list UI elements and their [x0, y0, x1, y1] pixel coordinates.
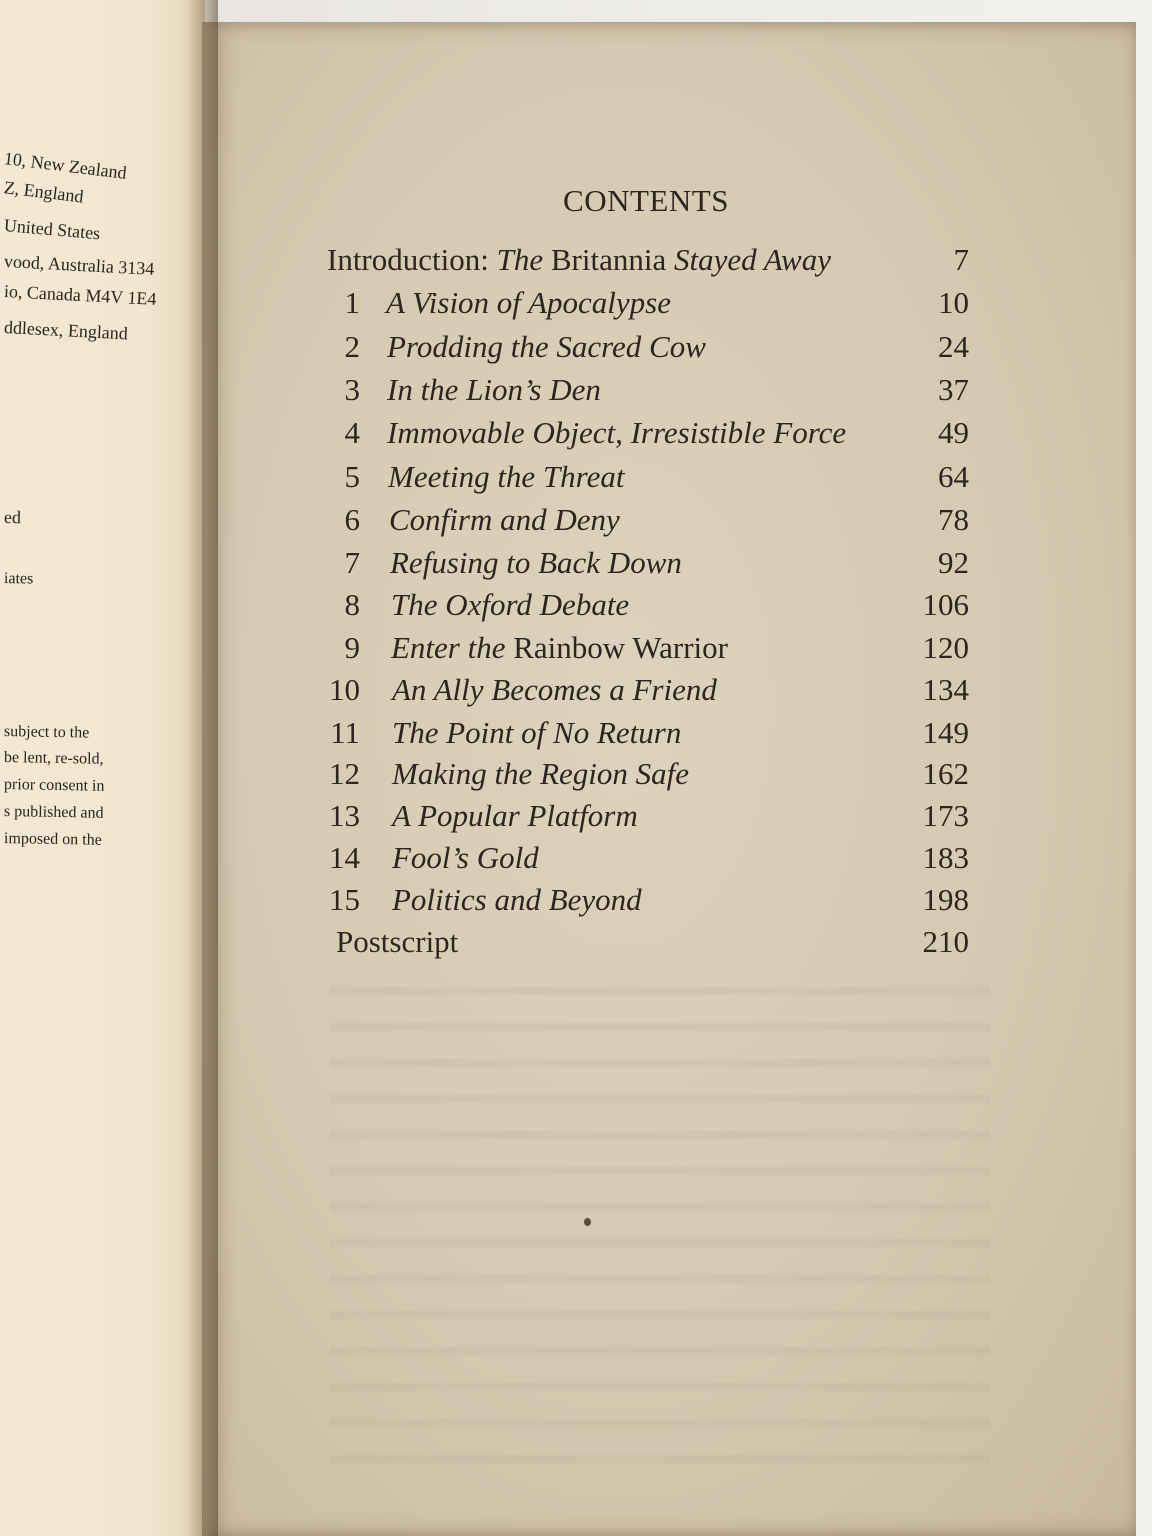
- paper-speck: [584, 1218, 591, 1226]
- chapter-number: 6: [344, 502, 360, 537]
- toc-entry: [0, 715, 1152, 755]
- chapter-title: Meeting the Threat: [388, 459, 625, 494]
- copyright-line: ddlesex, England: [3, 317, 129, 344]
- toc-entry: [0, 415, 1152, 455]
- toc-entry: [0, 756, 1152, 796]
- chapter-number: 9: [344, 630, 360, 665]
- chapter-number: 1: [344, 285, 360, 320]
- chapter-number: 3: [344, 372, 360, 407]
- copyright-line: s published and: [3, 803, 104, 822]
- toc-entry-introduction: [0, 242, 1152, 282]
- chapter-title: Making the Region Safe: [392, 756, 689, 791]
- toc-entry-title: Postscript: [336, 924, 459, 959]
- toc-page-number: 173: [922, 798, 969, 833]
- toc-page-number: 7: [953, 242, 969, 277]
- copyright-line: iates: [3, 570, 34, 588]
- chapter-number: 11: [330, 715, 360, 750]
- chapter-number: 14: [329, 840, 360, 875]
- chapter-title: A Vision of Apocalypse: [386, 285, 671, 320]
- toc-entry: [0, 587, 1152, 627]
- chapter-title: Prodding the Sacred Cow: [387, 329, 706, 364]
- chapter-number: 13: [329, 798, 360, 833]
- copyright-line: subject to the: [3, 723, 90, 742]
- toc-page-number: 134: [922, 672, 969, 707]
- toc-page-number: 106: [922, 587, 969, 622]
- toc-page-number: 24: [938, 329, 969, 364]
- toc-page-number: 92: [938, 545, 969, 580]
- copyright-line: imposed on the: [3, 830, 102, 849]
- chapter-number: 12: [329, 756, 360, 791]
- copyright-line: Z, England: [2, 177, 85, 207]
- copyright-line: vood, Australia 3134: [3, 251, 155, 279]
- toc-page-number: 210: [922, 924, 969, 959]
- chapter-title: The Oxford Debate: [391, 587, 630, 622]
- chapter-title: Politics and Beyond: [392, 882, 642, 917]
- copyright-line: ed: [3, 507, 22, 528]
- chapter-title: An Ally Becomes a Friend: [392, 672, 717, 707]
- toc-page-number: 149: [922, 715, 969, 750]
- toc-page-number: 37: [938, 372, 969, 407]
- chapter-number: 2: [344, 329, 360, 364]
- contents-heading: CONTENTS: [563, 183, 729, 218]
- toc-entry: [0, 882, 1152, 922]
- chapter-title: Refusing to Back Down: [390, 545, 682, 580]
- toc-entry: [0, 285, 1152, 325]
- toc-page-number: 64: [938, 459, 969, 494]
- toc-entry: [0, 459, 1152, 499]
- chapter-number: 5: [344, 459, 360, 494]
- copyright-line: United States: [3, 215, 102, 244]
- toc-entry: [0, 798, 1152, 838]
- chapter-number: 10: [329, 672, 360, 707]
- toc-page-number: 78: [938, 502, 969, 537]
- copyright-line: prior consent in: [3, 776, 105, 795]
- toc-entry: [0, 545, 1152, 585]
- toc-entry-postscript: [0, 924, 1152, 964]
- toc-page-number: 162: [922, 756, 969, 791]
- chapter-number: 8: [344, 587, 360, 622]
- chapter-number: 4: [344, 415, 360, 450]
- chapter-title: Immovable Object, Irresistible Force: [387, 415, 847, 450]
- copyright-line: be lent, re-sold,: [3, 749, 104, 768]
- toc-entry: [0, 672, 1152, 712]
- toc-page-number: 183: [922, 840, 969, 875]
- toc-page-number: 198: [922, 882, 969, 917]
- toc-entry: [0, 329, 1152, 369]
- chapter-title: A Popular Platform: [392, 798, 638, 833]
- chapter-title: Enter the Rainbow Warrior: [391, 630, 728, 665]
- chapter-title: Fool’s Gold: [392, 840, 539, 875]
- chapter-number: 7: [344, 545, 360, 580]
- toc-entry: [0, 840, 1152, 880]
- toc-page-number: 120: [922, 630, 969, 665]
- toc-entry: [0, 372, 1152, 412]
- toc-entry: [0, 502, 1152, 542]
- toc-entry-title: Introduction: The Britannia Stayed Away: [327, 242, 831, 277]
- chapter-title: The Point of No Return: [392, 715, 682, 750]
- toc-entry: [0, 630, 1152, 670]
- chapter-title: In the Lion’s Den: [387, 372, 601, 407]
- toc-page-number: 10: [938, 285, 969, 320]
- chapter-title: Confirm and Deny: [389, 502, 620, 537]
- chapter-number: 15: [329, 882, 360, 917]
- copyright-line: io, Canada M4V 1E4: [3, 281, 157, 309]
- toc-page-number: 49: [938, 415, 969, 450]
- copyright-line: 10, New Zealand: [2, 148, 128, 183]
